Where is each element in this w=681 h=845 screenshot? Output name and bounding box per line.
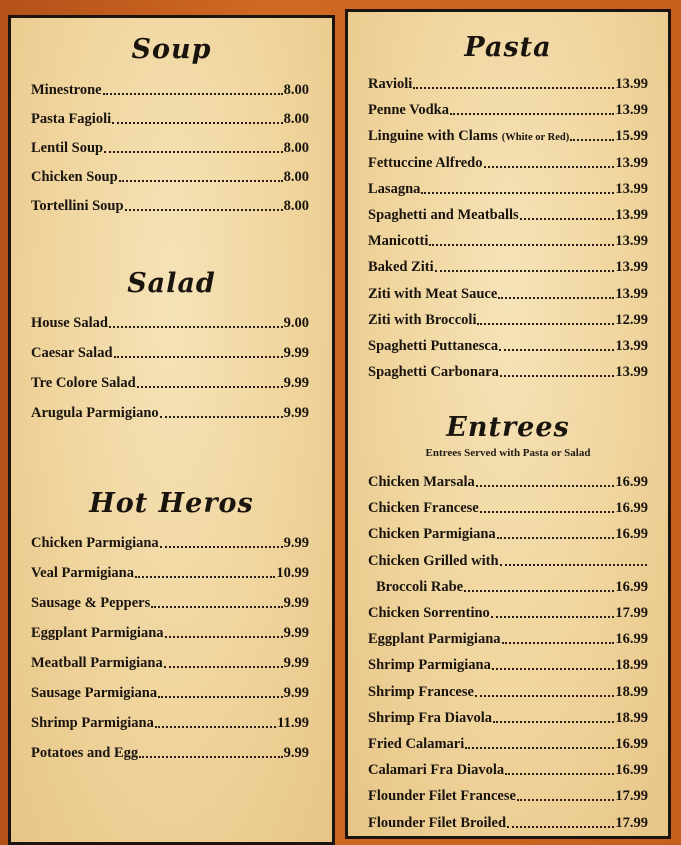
menu-item xyxy=(368,526,648,543)
dot-leader xyxy=(500,564,647,566)
menu-item-price: 12.99 xyxy=(615,311,648,328)
menu-item xyxy=(368,76,648,93)
dot-leader xyxy=(464,590,614,592)
dot-leader xyxy=(465,747,614,749)
menu-item-name: Chicken Francese xyxy=(368,500,479,517)
menu-item xyxy=(368,815,648,832)
menu-item-name: Eggplant Parmigiana xyxy=(368,631,501,648)
menu-item xyxy=(368,181,648,198)
menu-item-name: Eggplant Parmigiana xyxy=(31,625,164,641)
menu-item-name: Meatball Parmigiana xyxy=(31,655,163,671)
menu-item xyxy=(368,102,648,119)
menu-item xyxy=(368,762,648,779)
menu-item-price: 17.99 xyxy=(615,814,648,831)
dot-leader xyxy=(517,799,614,801)
menu-item-name: Shrimp Parmigiana xyxy=(31,715,154,731)
menu-item-name: Chicken Parmigiana xyxy=(31,535,159,551)
menu-item-price: 13.99 xyxy=(615,259,648,276)
dot-leader xyxy=(158,696,283,698)
menu-item-price: 8.00 xyxy=(283,198,309,214)
menu-item xyxy=(31,375,309,392)
menu-item-price: 9.99 xyxy=(283,345,309,361)
menu-item-name: Minestrone xyxy=(31,82,102,98)
menu-item xyxy=(31,198,309,215)
salad-heading: Salad xyxy=(127,268,216,299)
dot-leader xyxy=(476,485,615,487)
dot-leader xyxy=(155,726,276,728)
menu-item-price: 13.99 xyxy=(615,102,648,119)
dot-leader xyxy=(484,166,615,168)
menu-item xyxy=(368,128,648,145)
dot-leader xyxy=(139,756,282,758)
menu-item xyxy=(31,345,309,362)
menu-item xyxy=(368,736,648,753)
menu-item xyxy=(368,312,648,329)
menu-item xyxy=(31,625,309,642)
menu-item-name: Lentil Soup xyxy=(31,140,104,156)
menu-item xyxy=(368,684,648,701)
menu-item-price: 9.99 xyxy=(283,405,309,421)
menu-item xyxy=(368,474,648,491)
menu-item-price: 15.99 xyxy=(615,128,648,145)
menu-item-name: Tortellini Soup xyxy=(31,198,124,214)
menu-item-name: Chicken Parmigiana xyxy=(368,526,496,543)
menu-item-name: Spaghetti and Meatballs xyxy=(368,207,519,223)
soup-heading: Soup xyxy=(131,34,212,65)
menu-item xyxy=(368,710,648,727)
menu-item-price: 13.99 xyxy=(615,364,648,381)
menu-item xyxy=(31,315,309,332)
pasta-heading: Pasta xyxy=(464,32,552,63)
menu-item-name: Chicken Soup xyxy=(31,169,118,185)
dot-leader xyxy=(103,93,283,95)
dot-leader xyxy=(498,297,614,299)
dot-leader xyxy=(450,113,614,115)
dot-leader xyxy=(114,356,283,358)
menu-item xyxy=(368,605,648,622)
menu-item xyxy=(31,565,309,582)
menu-item-price: 9.99 xyxy=(283,685,309,701)
dot-leader xyxy=(435,270,615,272)
menu-item-price: 9.99 xyxy=(283,595,309,611)
dot-leader xyxy=(112,122,282,124)
menu-item-note: (White or Red) xyxy=(501,132,570,144)
menu-item-price: 9.00 xyxy=(283,315,309,331)
menu-item xyxy=(31,405,309,422)
menu-item xyxy=(368,207,648,224)
dot-leader xyxy=(164,666,283,668)
right-menu-panel xyxy=(345,9,671,839)
dot-leader xyxy=(497,537,615,539)
hot-heros-heading: Hot Heros xyxy=(89,488,254,519)
dot-leader xyxy=(500,375,614,377)
menu-item-price: 16.99 xyxy=(615,474,648,490)
menu-item-price: 9.99 xyxy=(283,655,309,671)
dot-leader xyxy=(119,180,283,182)
menu-item-name: Spaghetti Puttanesca xyxy=(368,338,499,354)
menu-item-name: Calamari Fra Diavola xyxy=(368,762,505,779)
menu-item-price: 10.99 xyxy=(276,565,309,581)
dot-leader xyxy=(421,192,614,194)
menu-item xyxy=(368,579,648,596)
menu-item xyxy=(368,338,648,355)
menu-item-price: 16.99 xyxy=(615,500,648,517)
menu-item-name: Chicken Marsala xyxy=(368,474,475,490)
menu-item-price: 13.99 xyxy=(615,207,648,223)
dot-leader xyxy=(165,636,283,638)
dot-leader xyxy=(491,616,615,618)
menu-item-name: Shrimp Fra Diavola xyxy=(368,709,493,726)
entrees-heading: Entrees xyxy=(446,412,570,443)
menu-item-name: Chicken Grilled with xyxy=(368,552,499,569)
menu-item xyxy=(368,553,648,570)
menu-item-name: Caesar Salad xyxy=(31,345,113,361)
menu-item-name: Ziti with Broccoli xyxy=(368,311,477,328)
menu-item-name: Penne Vodka xyxy=(368,102,449,119)
menu-item-price: 9.99 xyxy=(283,535,309,551)
menu-item-price: 18.99 xyxy=(615,709,648,726)
menu-item xyxy=(31,535,309,552)
menu-item-name: Veal Parmigiana xyxy=(31,565,134,581)
dot-leader xyxy=(429,244,614,246)
menu-item-price: 16.99 xyxy=(615,762,648,779)
menu-item xyxy=(368,259,648,276)
dot-leader xyxy=(137,386,283,388)
menu-item xyxy=(368,631,648,648)
dot-leader xyxy=(507,826,614,828)
menu-item xyxy=(31,82,309,99)
dot-leader xyxy=(492,668,615,670)
menu-item xyxy=(31,140,309,157)
menu-item-name: Tre Colore Salad xyxy=(31,375,136,391)
menu-item-price: 13.99 xyxy=(615,233,648,250)
menu-item xyxy=(368,657,648,674)
menu-item xyxy=(31,655,309,672)
menu-item xyxy=(31,169,309,186)
dot-leader xyxy=(520,218,615,220)
menu-item xyxy=(31,715,309,732)
menu-item-price: 13.99 xyxy=(615,338,648,354)
menu-item-price: 18.99 xyxy=(615,657,648,674)
dot-leader xyxy=(502,642,615,644)
menu-item-price: 13.99 xyxy=(615,285,648,302)
dot-leader xyxy=(109,326,283,328)
left-menu-panel xyxy=(8,15,335,845)
dot-leader xyxy=(505,773,614,775)
menu-item xyxy=(31,745,309,762)
menu-item-name: Fried Calamari xyxy=(368,736,465,752)
dot-leader xyxy=(480,511,615,513)
menu-item-price: 8.00 xyxy=(283,111,309,127)
menu-item-price: 18.99 xyxy=(615,683,648,700)
menu-item-name: Ravioli xyxy=(368,76,413,92)
dot-leader xyxy=(160,416,283,418)
menu-item-price: 13.99 xyxy=(615,154,648,171)
menu-item-price: 16.99 xyxy=(615,631,648,648)
menu-item-price: 9.99 xyxy=(283,625,309,641)
dot-leader xyxy=(493,721,614,723)
menu-item-price: 17.99 xyxy=(615,788,648,805)
menu-item-price: 11.99 xyxy=(277,715,309,731)
dot-leader xyxy=(104,151,283,153)
menu-item xyxy=(31,595,309,612)
menu-item xyxy=(368,155,648,172)
dot-leader xyxy=(477,323,614,325)
dot-leader xyxy=(151,606,282,608)
menu-item-name: Linguine with Clams xyxy=(368,128,498,145)
menu-item-name: House Salad xyxy=(31,315,108,331)
menu-item-name: Manicotti xyxy=(368,233,429,250)
menu-item-price: 17.99 xyxy=(615,605,648,621)
menu-item-price: 16.99 xyxy=(615,578,648,595)
dot-leader xyxy=(160,546,283,548)
menu-item-name: Lasagna xyxy=(368,180,421,197)
menu-item xyxy=(368,286,648,303)
dot-leader xyxy=(570,139,614,141)
menu-item-price: 9.99 xyxy=(283,745,309,761)
menu-item-name: Pasta Fagioli xyxy=(31,111,112,127)
dot-leader xyxy=(135,576,275,578)
menu-item-name: Baked Ziti xyxy=(368,259,434,276)
menu-item xyxy=(368,788,648,805)
menu-item-name: Flounder Filet Francese xyxy=(368,788,516,805)
entrees-subtitle: Entrees Served with Pasta or Salad xyxy=(425,447,591,459)
menu-item-name: Potatoes and Egg xyxy=(31,745,139,761)
menu-item-price: 8.00 xyxy=(283,169,309,185)
menu-item-name: Fettuccine Alfredo xyxy=(368,154,483,171)
dot-leader xyxy=(413,87,614,89)
menu-item-price: 8.00 xyxy=(283,140,309,156)
menu-item-price: 8.00 xyxy=(283,82,309,98)
menu-item xyxy=(31,685,309,702)
menu-item-price: 16.99 xyxy=(615,736,648,752)
menu-item xyxy=(368,500,648,517)
menu-item-price: 13.99 xyxy=(615,76,648,92)
menu-item-name: Broccoli Rabe xyxy=(376,578,464,595)
menu-item-price: 13.99 xyxy=(615,180,648,197)
menu-item-name: Shrimp Parmigiana xyxy=(368,657,491,674)
menu-item-name: Ziti with Meat Sauce xyxy=(368,285,498,302)
menu-item xyxy=(31,111,309,128)
menu-item-name: Chicken Sorrentino xyxy=(368,605,490,621)
menu-item-name: Arugula Parmigiano xyxy=(31,405,159,421)
menu-item-name: Sausage Parmigiana xyxy=(31,685,158,701)
menu-item-price: 16.99 xyxy=(615,526,648,543)
menu-item-name: Flounder Filet Broiled xyxy=(368,814,507,831)
dot-leader xyxy=(475,695,614,697)
menu-item xyxy=(368,364,648,381)
menu-item xyxy=(368,233,648,250)
menu-item-name: Spaghetti Carbonara xyxy=(368,364,499,381)
menu-item-name: Shrimp Francese xyxy=(368,683,474,700)
menu-item-name: Sausage & Peppers xyxy=(31,595,151,611)
menu-item-price: 9.99 xyxy=(283,375,309,391)
dot-leader xyxy=(499,349,614,351)
dot-leader xyxy=(125,209,283,211)
